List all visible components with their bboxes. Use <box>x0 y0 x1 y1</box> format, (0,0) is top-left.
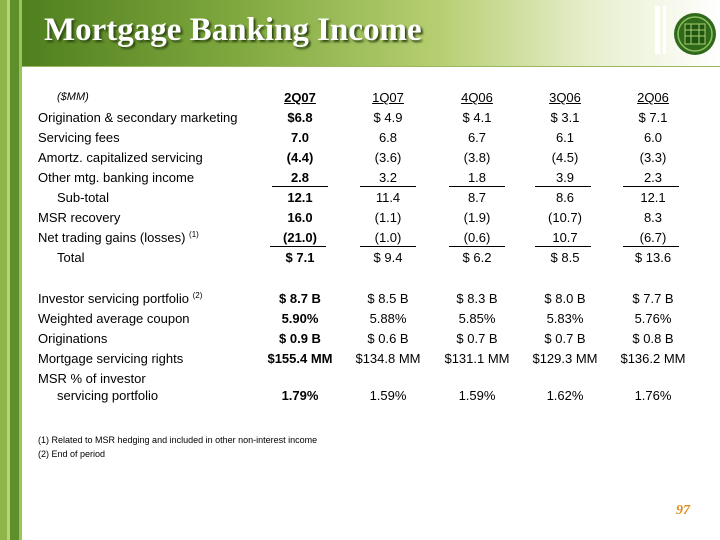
table-cell: 6.0 <box>643 130 663 145</box>
table-cell: (3.6) <box>374 150 402 165</box>
table-cell: 1.8 <box>467 170 487 185</box>
table-cell: $ 0.7 B <box>456 331 498 346</box>
row-label: Sub-total <box>57 190 110 205</box>
table-cell: (3.8) <box>463 150 491 165</box>
table-cell: 3.9 <box>555 170 575 185</box>
column-header: 2Q07 <box>284 90 316 105</box>
table-cell: (3.3) <box>639 150 667 165</box>
table-cell: $ 7.1 <box>638 110 668 125</box>
left-accent-bar <box>19 0 22 540</box>
column-header: 2Q06 <box>637 90 669 105</box>
table-cell: $134.8 MM <box>355 351 421 366</box>
table-cell: $ 8.3 B <box>456 291 498 306</box>
table-cell: $ 7.1 <box>285 250 315 265</box>
header-accent-bar <box>663 6 666 54</box>
left-accent-bar <box>10 0 19 540</box>
table-cell: 6.7 <box>467 130 487 145</box>
table-cell: $ 0.6 B <box>367 331 409 346</box>
table-cell: $ 4.9 <box>373 110 403 125</box>
header-accent-bar <box>655 6 660 54</box>
table-cell: 1.59% <box>458 388 496 403</box>
row-label: servicing portfolio <box>57 388 159 403</box>
footnote-ref: (2) <box>192 291 203 300</box>
row-label-text: Investor servicing portfolio <box>38 291 190 306</box>
table-cell: $ 8.5 <box>550 250 580 265</box>
table-cell: (1.0) <box>374 230 402 245</box>
table-cell: $ 4.1 <box>462 110 492 125</box>
total-rule <box>623 246 679 247</box>
table-cell: 5.88% <box>369 311 407 326</box>
table-cell: 8.3 <box>643 210 663 225</box>
table-cell: $ 6.2 <box>462 250 492 265</box>
table-cell: 7.0 <box>290 130 310 145</box>
table-cell: 8.7 <box>467 190 487 205</box>
table-cell: 5.83% <box>546 311 584 326</box>
total-rule <box>270 246 326 247</box>
row-label: Originations <box>38 331 108 346</box>
row-label: Servicing fees <box>38 130 120 145</box>
header-divider <box>22 66 720 67</box>
page-number: 97 <box>676 503 690 518</box>
table-cell: $ 9.4 <box>373 250 403 265</box>
subtotal-rule <box>360 186 416 187</box>
table-cell: 6.8 <box>378 130 398 145</box>
table-cell: (4.4) <box>286 150 314 165</box>
table-cell: 12.1 <box>287 190 313 205</box>
column-header: 3Q06 <box>549 90 581 105</box>
table-cell: $ 8.0 B <box>544 291 586 306</box>
units-label: ($MM) <box>57 91 89 103</box>
table-cell: $129.3 MM <box>532 351 598 366</box>
total-rule <box>360 246 416 247</box>
bank-logo-icon <box>673 12 717 56</box>
row-label <box>38 230 199 245</box>
subtotal-rule <box>272 186 328 187</box>
table-cell: 2.3 <box>643 170 663 185</box>
table-cell: (0.6) <box>463 230 491 245</box>
table-cell: (6.7) <box>639 230 667 245</box>
table-cell: 5.76% <box>634 311 672 326</box>
table-cell: $ 8.5 B <box>367 291 409 306</box>
table-cell: 16.0 <box>287 210 313 225</box>
table-cell: 6.1 <box>555 130 575 145</box>
table-cell: $ 0.9 B <box>279 331 321 346</box>
table-cell: (1.9) <box>463 210 491 225</box>
slide-title: Mortgage Banking Income <box>44 12 422 48</box>
table-cell: 1.79% <box>281 388 319 403</box>
row-label: Amortz. capitalized servicing <box>38 150 203 165</box>
table-cell: $ 7.7 B <box>632 291 674 306</box>
row-label: MSR % of investor <box>38 371 146 386</box>
column-header: 4Q06 <box>461 90 493 105</box>
row-label: Mortgage servicing rights <box>38 351 184 366</box>
table-cell: 1.76% <box>634 388 672 403</box>
table-cell: (10.7) <box>548 210 582 225</box>
table-cell: $131.1 MM <box>444 351 510 366</box>
table-cell: 10.7 <box>552 230 578 245</box>
left-accent-bar <box>0 0 7 540</box>
table-cell: 12.1 <box>640 190 666 205</box>
table-cell: 1.59% <box>369 388 407 403</box>
slide-header <box>22 0 720 66</box>
table-cell: 11.4 <box>375 190 401 205</box>
table-cell: 8.6 <box>555 190 575 205</box>
subtotal-rule <box>623 186 679 187</box>
footnote: (2) End of period <box>38 449 106 459</box>
table-cell: 3.2 <box>378 170 398 185</box>
table-cell: 5.90% <box>281 311 319 326</box>
table-cell: (4.5) <box>551 150 579 165</box>
table-cell: $155.4 MM <box>267 351 333 366</box>
total-rule <box>449 246 505 247</box>
table-cell: $ 3.1 <box>550 110 580 125</box>
table-cell: $ 8.7 B <box>279 291 321 306</box>
row-label: MSR recovery <box>38 210 121 225</box>
table-cell: 1.62% <box>546 388 584 403</box>
footnote-ref: (1) <box>189 230 199 239</box>
table-cell: $ 0.7 B <box>544 331 586 346</box>
table-cell: (1.1) <box>374 210 402 225</box>
row-label: Total <box>57 250 85 265</box>
subtotal-rule <box>449 186 505 187</box>
table-cell: $6.8 <box>287 110 313 125</box>
row-label: Weighted average coupon <box>38 311 190 326</box>
table-cell: $ 0.8 B <box>632 331 674 346</box>
row-label <box>38 291 202 306</box>
table-cell: 5.85% <box>458 311 496 326</box>
table-cell: $136.2 MM <box>620 351 686 366</box>
row-label-text: Net trading gains (losses) <box>38 230 186 245</box>
table-cell: (21.0) <box>283 230 317 245</box>
total-rule <box>535 246 591 247</box>
row-label: Origination & secondary marketing <box>38 110 238 125</box>
row-label: Other mtg. banking income <box>38 170 195 185</box>
subtotal-rule <box>535 186 591 187</box>
table-cell: 2.8 <box>290 170 310 185</box>
footnote: (1) Related to MSR hedging and included in other non-interest income <box>38 435 318 445</box>
table-cell: $ 13.6 <box>634 250 672 265</box>
column-header: 1Q07 <box>372 90 404 105</box>
